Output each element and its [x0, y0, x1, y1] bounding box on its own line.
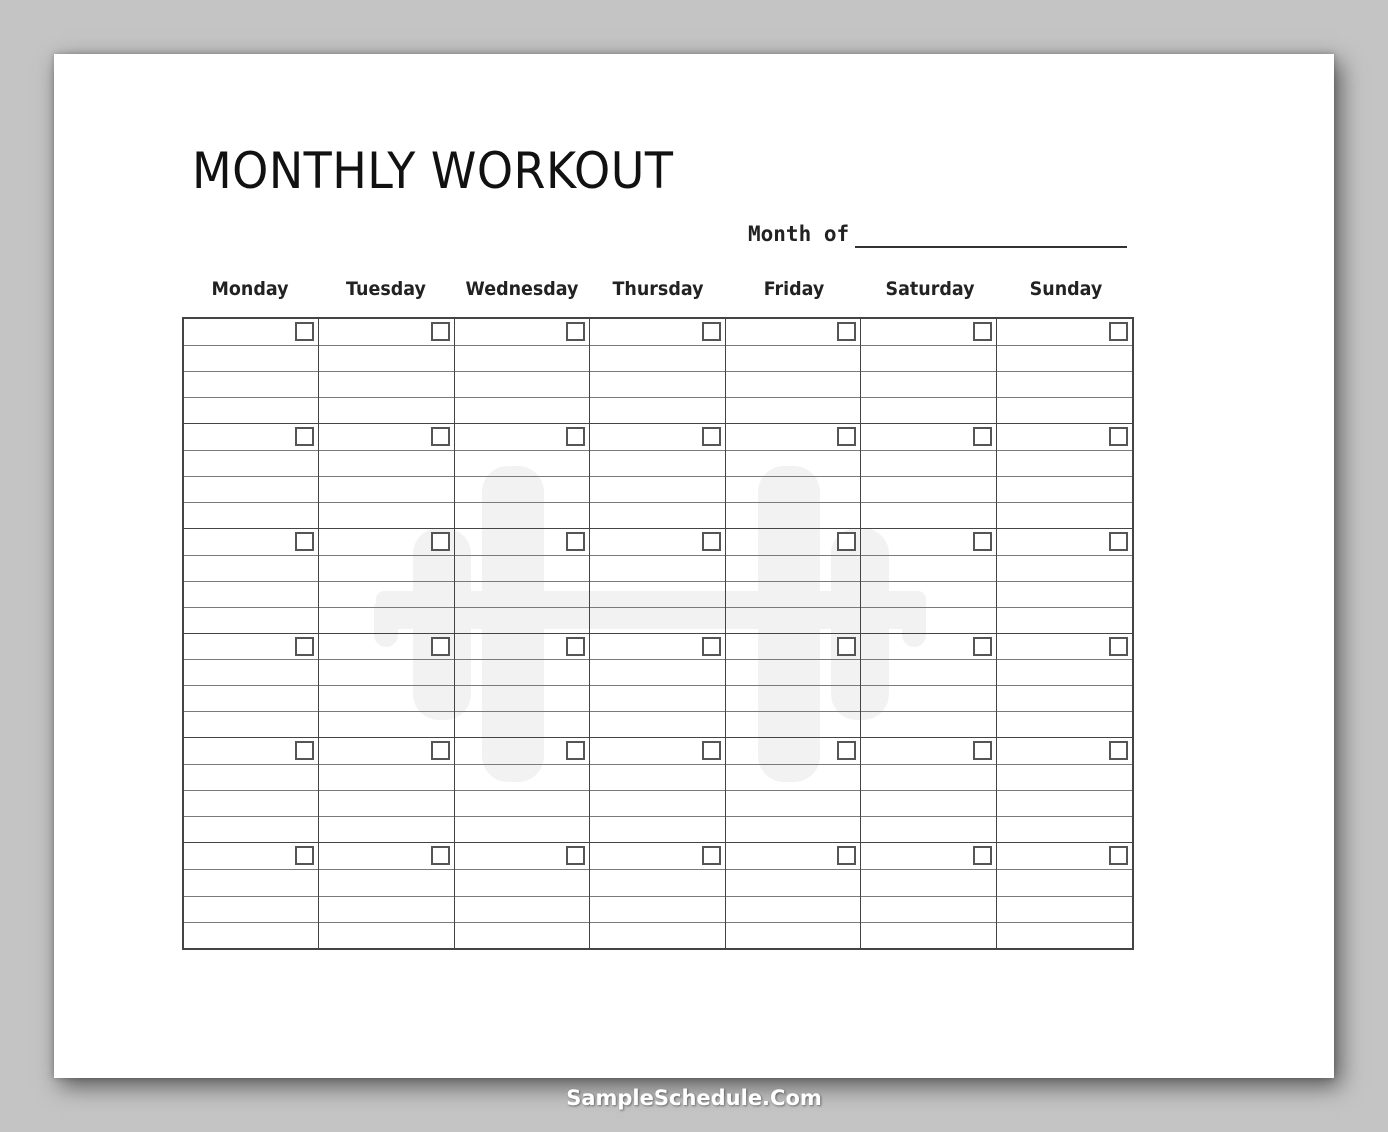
note-line [319, 711, 453, 712]
day-checkbox[interactable] [431, 741, 450, 760]
note-line [726, 502, 860, 503]
day-checkbox[interactable] [566, 741, 585, 760]
note-line [184, 345, 318, 346]
note-line [861, 896, 995, 897]
day-checkbox[interactable] [1109, 741, 1128, 760]
day-cell[interactable] [184, 634, 319, 739]
note-line [726, 896, 860, 897]
day-header-wednesday: Wednesday [465, 278, 579, 300]
day-checkbox[interactable] [702, 427, 721, 446]
note-line [726, 869, 860, 870]
day-cell[interactable] [455, 319, 590, 424]
note-line [590, 476, 724, 477]
note-line [319, 397, 453, 398]
note-line [319, 869, 453, 870]
day-cell[interactable] [726, 843, 861, 948]
note-line [184, 397, 318, 398]
note-line [184, 581, 318, 582]
note-line [861, 502, 995, 503]
note-line [184, 659, 318, 660]
note-line [590, 607, 724, 608]
note-line [726, 790, 860, 791]
note-line [997, 476, 1132, 477]
note-line [455, 816, 589, 817]
note-line [997, 607, 1132, 608]
note-line [726, 816, 860, 817]
note-line [726, 371, 860, 372]
note-line [184, 869, 318, 870]
day-checkbox[interactable] [1109, 637, 1128, 656]
note-line [726, 685, 860, 686]
day-checkbox[interactable] [973, 637, 992, 656]
note-line [184, 711, 318, 712]
note-line [861, 869, 995, 870]
day-cell[interactable] [455, 634, 590, 739]
day-cell[interactable] [861, 529, 996, 634]
day-checkbox[interactable] [1109, 322, 1128, 341]
note-line [726, 476, 860, 477]
day-checkbox[interactable] [973, 427, 992, 446]
day-cell[interactable] [455, 529, 590, 634]
note-line [861, 450, 995, 451]
day-cell[interactable] [319, 843, 454, 948]
note-line [590, 659, 724, 660]
note-line [590, 922, 724, 923]
note-line [861, 922, 995, 923]
note-line [455, 450, 589, 451]
page-title: MONTHLY WORKOUT [192, 142, 674, 200]
day-cell[interactable] [997, 529, 1132, 634]
note-line [726, 607, 860, 608]
note-line [997, 345, 1132, 346]
note-line [997, 555, 1132, 556]
day-checkbox[interactable] [431, 322, 450, 341]
day-checkbox[interactable] [566, 427, 585, 446]
note-line [455, 685, 589, 686]
day-checkbox[interactable] [837, 637, 856, 656]
note-line [590, 869, 724, 870]
note-line [319, 816, 453, 817]
note-line [590, 345, 724, 346]
day-cell[interactable] [319, 738, 454, 843]
note-line [455, 476, 589, 477]
note-line [455, 397, 589, 398]
day-cell[interactable] [319, 634, 454, 739]
note-line [319, 790, 453, 791]
note-line [590, 790, 724, 791]
day-checkbox[interactable] [837, 322, 856, 341]
note-line [184, 790, 318, 791]
note-line [184, 764, 318, 765]
note-line [590, 397, 724, 398]
note-line [726, 450, 860, 451]
note-line [590, 502, 724, 503]
day-cell[interactable] [726, 634, 861, 739]
note-line [455, 555, 589, 556]
day-cell[interactable] [455, 843, 590, 948]
note-line [590, 450, 724, 451]
note-line [184, 816, 318, 817]
note-line [997, 659, 1132, 660]
note-line [997, 685, 1132, 686]
note-line [319, 450, 453, 451]
note-line [997, 869, 1132, 870]
day-header-tuesday: Tuesday [346, 278, 426, 300]
note-line [455, 790, 589, 791]
day-cell[interactable] [997, 738, 1132, 843]
note-line [590, 555, 724, 556]
note-line [861, 581, 995, 582]
note-line [590, 896, 724, 897]
note-line [455, 659, 589, 660]
note-line [726, 922, 860, 923]
note-line [184, 502, 318, 503]
note-line [590, 685, 724, 686]
note-line [726, 581, 860, 582]
day-checkbox[interactable] [973, 846, 992, 865]
note-line [726, 764, 860, 765]
note-line [997, 764, 1132, 765]
day-checkbox[interactable] [973, 532, 992, 551]
note-line [997, 581, 1132, 582]
note-line [861, 371, 995, 372]
day-checkbox[interactable] [295, 637, 314, 656]
note-line [319, 555, 453, 556]
note-line [590, 581, 724, 582]
note-line [455, 607, 589, 608]
note-line [997, 450, 1132, 451]
day-checkbox[interactable] [837, 427, 856, 446]
day-cell[interactable] [184, 319, 319, 424]
day-cell[interactable] [590, 738, 725, 843]
day-cell[interactable] [455, 738, 590, 843]
note-line [726, 345, 860, 346]
day-checkbox[interactable] [702, 637, 721, 656]
note-line [319, 922, 453, 923]
note-line [184, 607, 318, 608]
day-header-saturday: Saturday [885, 278, 975, 300]
note-line [319, 345, 453, 346]
note-line [319, 896, 453, 897]
note-line [184, 476, 318, 477]
note-line [997, 502, 1132, 503]
workout-sheet [54, 54, 1334, 1078]
calendar-grid [182, 317, 1134, 950]
day-cell[interactable] [184, 529, 319, 634]
note-line [861, 659, 995, 660]
day-checkbox[interactable] [973, 322, 992, 341]
day-header-sunday: Sunday [1029, 278, 1103, 300]
month-of-label: Month of [748, 222, 850, 246]
day-cell[interactable] [590, 529, 725, 634]
note-line [319, 659, 453, 660]
day-checkbox[interactable] [837, 846, 856, 865]
note-line [726, 711, 860, 712]
day-checkbox[interactable] [1109, 846, 1128, 865]
day-cell[interactable] [590, 634, 725, 739]
day-checkbox[interactable] [295, 846, 314, 865]
note-line [455, 869, 589, 870]
day-cell[interactable] [861, 738, 996, 843]
note-line [184, 555, 318, 556]
note-line [861, 685, 995, 686]
note-line [997, 790, 1132, 791]
day-cell[interactable] [726, 424, 861, 529]
day-cell[interactable] [861, 319, 996, 424]
note-line [319, 685, 453, 686]
note-line [861, 764, 995, 765]
note-line [726, 555, 860, 556]
note-line [997, 397, 1132, 398]
note-line [861, 790, 995, 791]
note-line [319, 581, 453, 582]
day-cell[interactable] [319, 529, 454, 634]
day-checkbox[interactable] [566, 637, 585, 656]
day-cell[interactable] [590, 319, 725, 424]
day-checkbox[interactable] [431, 637, 450, 656]
note-line [455, 502, 589, 503]
day-headers [182, 278, 1134, 300]
day-cell[interactable] [997, 319, 1132, 424]
day-header-thursday: Thursday [612, 278, 704, 300]
note-line [319, 764, 453, 765]
day-cell[interactable] [997, 634, 1132, 739]
day-cell[interactable] [861, 843, 996, 948]
month-of-input-line[interactable] [855, 246, 1127, 248]
note-line [455, 345, 589, 346]
note-line [590, 711, 724, 712]
note-line [319, 371, 453, 372]
day-checkbox[interactable] [566, 322, 585, 341]
day-cell[interactable] [319, 424, 454, 529]
note-line [590, 371, 724, 372]
day-checkbox[interactable] [702, 532, 721, 551]
day-cell[interactable] [590, 424, 725, 529]
note-line [590, 764, 724, 765]
day-checkbox[interactable] [566, 846, 585, 865]
note-line [184, 685, 318, 686]
day-checkbox[interactable] [702, 846, 721, 865]
day-checkbox[interactable] [295, 427, 314, 446]
note-line [861, 345, 995, 346]
note-line [997, 816, 1132, 817]
day-cell[interactable] [726, 738, 861, 843]
day-cell[interactable] [184, 843, 319, 948]
note-line [726, 659, 860, 660]
day-cell[interactable] [590, 843, 725, 948]
note-line [184, 450, 318, 451]
day-checkbox[interactable] [431, 427, 450, 446]
day-checkbox[interactable] [431, 532, 450, 551]
note-line [184, 371, 318, 372]
note-line [997, 711, 1132, 712]
note-line [319, 476, 453, 477]
day-checkbox[interactable] [295, 532, 314, 551]
day-checkbox[interactable] [837, 741, 856, 760]
day-cell[interactable] [184, 738, 319, 843]
day-cell[interactable] [455, 424, 590, 529]
note-line [861, 711, 995, 712]
month-of-field [748, 224, 1127, 245]
note-line [319, 502, 453, 503]
note-line [319, 607, 453, 608]
day-cell[interactable] [319, 319, 454, 424]
day-checkbox[interactable] [431, 846, 450, 865]
note-line [455, 371, 589, 372]
note-line [997, 371, 1132, 372]
day-cell[interactable] [997, 843, 1132, 948]
footer-watermark: SampleSchedule.Com [566, 1086, 822, 1110]
note-line [861, 476, 995, 477]
day-checkbox[interactable] [295, 322, 314, 341]
note-line [861, 555, 995, 556]
day-cell[interactable] [861, 424, 996, 529]
day-checkbox[interactable] [1109, 427, 1128, 446]
note-line [455, 922, 589, 923]
note-line [455, 896, 589, 897]
note-line [455, 711, 589, 712]
day-cell[interactable] [726, 529, 861, 634]
note-line [861, 607, 995, 608]
note-line [997, 922, 1132, 923]
day-checkbox[interactable] [566, 532, 585, 551]
note-line [590, 816, 724, 817]
day-checkbox[interactable] [702, 741, 721, 760]
day-checkbox[interactable] [837, 532, 856, 551]
day-cell[interactable] [184, 424, 319, 529]
day-cell[interactable] [726, 319, 861, 424]
note-line [455, 581, 589, 582]
day-checkbox[interactable] [295, 741, 314, 760]
day-header-monday: Monday [211, 278, 289, 300]
note-line [455, 764, 589, 765]
day-checkbox[interactable] [973, 741, 992, 760]
day-cell[interactable] [861, 634, 996, 739]
note-line [184, 896, 318, 897]
note-line [861, 397, 995, 398]
day-header-friday: Friday [763, 278, 825, 300]
day-checkbox[interactable] [702, 322, 721, 341]
note-line [997, 896, 1132, 897]
note-line [726, 397, 860, 398]
note-line [861, 816, 995, 817]
note-line [184, 922, 318, 923]
day-checkbox[interactable] [1109, 532, 1128, 551]
day-cell[interactable] [997, 424, 1132, 529]
